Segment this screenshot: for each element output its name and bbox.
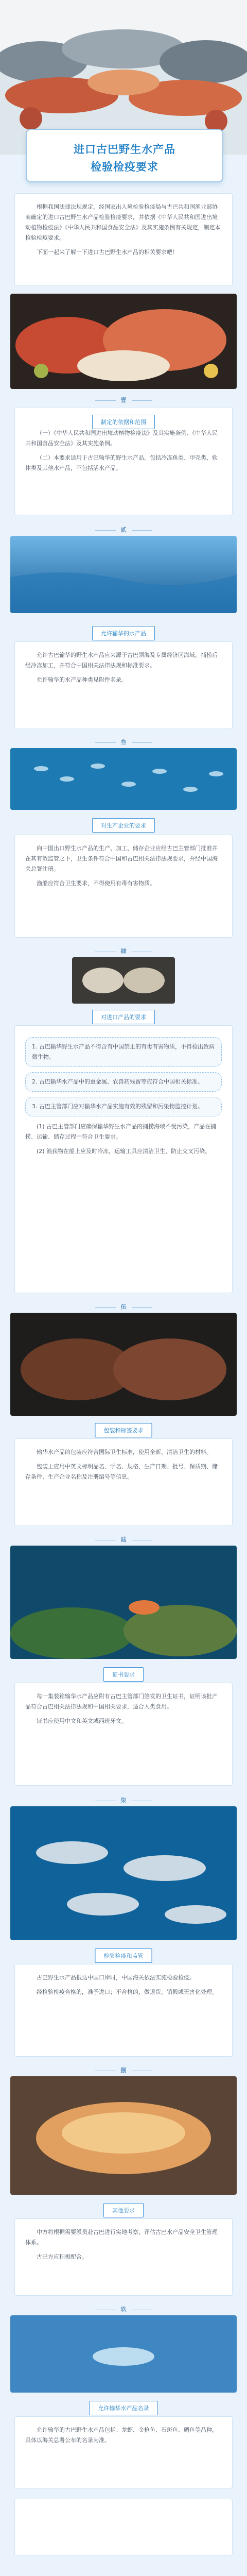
page-bottom-spacer	[0, 2566, 247, 2576]
section-9-panel	[14, 2416, 233, 2488]
reef-image	[10, 1546, 237, 1659]
section-number: 壹	[0, 396, 247, 404]
section-text: 允许古巴输华的野生水产品应来源于古巴领海及专属经济区海域，捕捞后经冷冻加工，并符合中国相关法律法规和标准要求。	[25, 652, 218, 669]
intro-panel	[14, 193, 233, 286]
section-heading: 证书要求	[103, 1667, 144, 1682]
underwater-image	[10, 2315, 237, 2393]
section-5-panel	[14, 1438, 233, 1526]
section-text: （一）《中华人民共和国进出境动植物检疫法》及其实施条例、《中华人民共和国食品安全法》及其实施条例。	[25, 430, 218, 447]
section-heading: 制定的依据和范围	[92, 415, 155, 429]
section-text: 包装上应用中英文标明品名、学名、规格、生产日期、批号、保质期、储存条件、生产企业名称及注册编号等信息。	[25, 1463, 218, 1480]
section-text: 向中国出口野生水产品的生产、加工、储存企业应经古巴主管部门批准并在其有效监管之下，卫生条件符合中国和古巴相关法律法规要求，并经中国海关总署注册。	[25, 845, 218, 872]
section-heading: 包装和标签要求	[95, 1423, 152, 1437]
section-text: 允许输华的古巴野生水产品包括：龙虾、金枪鱼、石斑鱼、鲷鱼等品种，具体以海关总署公布的名录为准。	[25, 2427, 218, 2444]
section-number: 肆	[0, 947, 247, 955]
section-number: 贰	[0, 526, 247, 534]
section-text: 渔船应符合卫生要求，不得使用有毒有害物质。	[37, 880, 155, 887]
crabs-image	[10, 1313, 237, 1416]
section-7-panel	[14, 1964, 233, 2057]
salmon-image	[10, 2076, 237, 2195]
section-heading: 对进口产品的要求	[92, 1010, 155, 1024]
tuna-image	[10, 1806, 237, 1940]
requirement-quote: 1. 古巴输华野生水产品不得含有中国禁止的有毒有害物质，不得检出致病微生物。	[25, 1037, 222, 1067]
section-text: 每一集装箱输华水产品应附有古巴主管部门签发的卫生证书，证明该批产品符合古巴相关法律法规和中国相关要求，适合人类食用。	[25, 1693, 218, 1710]
title-box	[26, 129, 223, 182]
oysters-image	[72, 957, 175, 1004]
section-number: 柒	[0, 1796, 247, 1804]
ocean-image	[10, 536, 237, 613]
section-text: 中方将根据需要派员赴古巴进行实地考察，评估古巴水产品安全卫生管理体系。	[25, 2229, 218, 2246]
section-number: 伍	[0, 1302, 247, 1311]
section-text: 证书应使用中文和英文或西班牙文。	[37, 1718, 127, 1724]
section-4-panel	[14, 1025, 233, 1293]
section-heading: 检验检疫和监管	[95, 1948, 152, 1963]
title-line-1: 进口古巴野生水产品	[74, 143, 175, 156]
section-heading: 允许输华水产品名录	[90, 2401, 158, 2415]
section-text: 古巴方应积极配合。	[37, 2253, 87, 2260]
section-number: 陆	[0, 1535, 247, 1544]
section-text: (2) 渔获物在船上应及时冷冻，运输工具应清洁卫生，防止交叉污染。	[37, 1148, 211, 1155]
section-heading: 允许输华的水产品	[92, 626, 155, 640]
section-text: 古巴野生水产品抵达中国口岸时，中国海关依法实施检验检疫。	[37, 1974, 195, 1981]
section-text: 允许输华的水产品种类见附件名录。	[37, 676, 127, 683]
title-line-2: 检验检疫要求	[91, 161, 158, 173]
section-8-panel	[14, 2218, 233, 2296]
section-heading: 其他要求	[103, 2203, 144, 2217]
requirement-quote: 2. 古巴输华水产品中的重金属、农兽药残留等应符合中国相关标准。	[25, 1072, 222, 1092]
fish-school-image	[10, 748, 237, 810]
intro-paragraph: 下面一起来了解一下进口古巴野生水产品的相关要求吧！	[37, 249, 178, 256]
section-6-panel	[14, 1683, 233, 1786]
section-heading: 对生产企业的要求	[92, 818, 155, 833]
intro-paragraph: 根据我国法律法规规定，经国家出入境检验检疫局与古巴共和国渔业部协商确定的进口古巴野生水产品检验检疫要求，并依据《中华人民共和国进出境动植物检疫法》《中华人民共和国食品安全法》及其实施条例有关规定，制定本检验检疫要求。	[25, 204, 221, 241]
section-number: 叁	[0, 738, 247, 746]
section-text: （二）本要求适用于古巴输华的野生水产品，包括冷冻鱼类、甲壳类、软体类及其他水产品，不包括活水产品。	[25, 454, 218, 471]
section-2-panel	[14, 641, 233, 729]
section-text: 经检验检疫合格的，准予进口；不合格的，做退货、销毁或无害化处理。	[37, 1989, 218, 1995]
ending-panel	[14, 2499, 233, 2555]
seafood-platter-image	[10, 294, 237, 389]
section-text: (1) 古巴主管部门应确保输华野生水产品的捕捞海域不受污染，产品在捕捞、运输、储存过程中符合卫生要求。	[25, 1123, 217, 1140]
requirement-quote: 3. 古巴主管部门应对输华水产品实施有效的残留和污染物监控计划。	[25, 1097, 222, 1116]
section-text: 输华水产品的包装应符合国际卫生标准，使用全新、清洁卫生的材料。	[37, 1449, 212, 1455]
section-number: 玖	[0, 2305, 247, 2313]
section-number: 捌	[0, 2066, 247, 2074]
section-3-panel	[14, 835, 233, 938]
